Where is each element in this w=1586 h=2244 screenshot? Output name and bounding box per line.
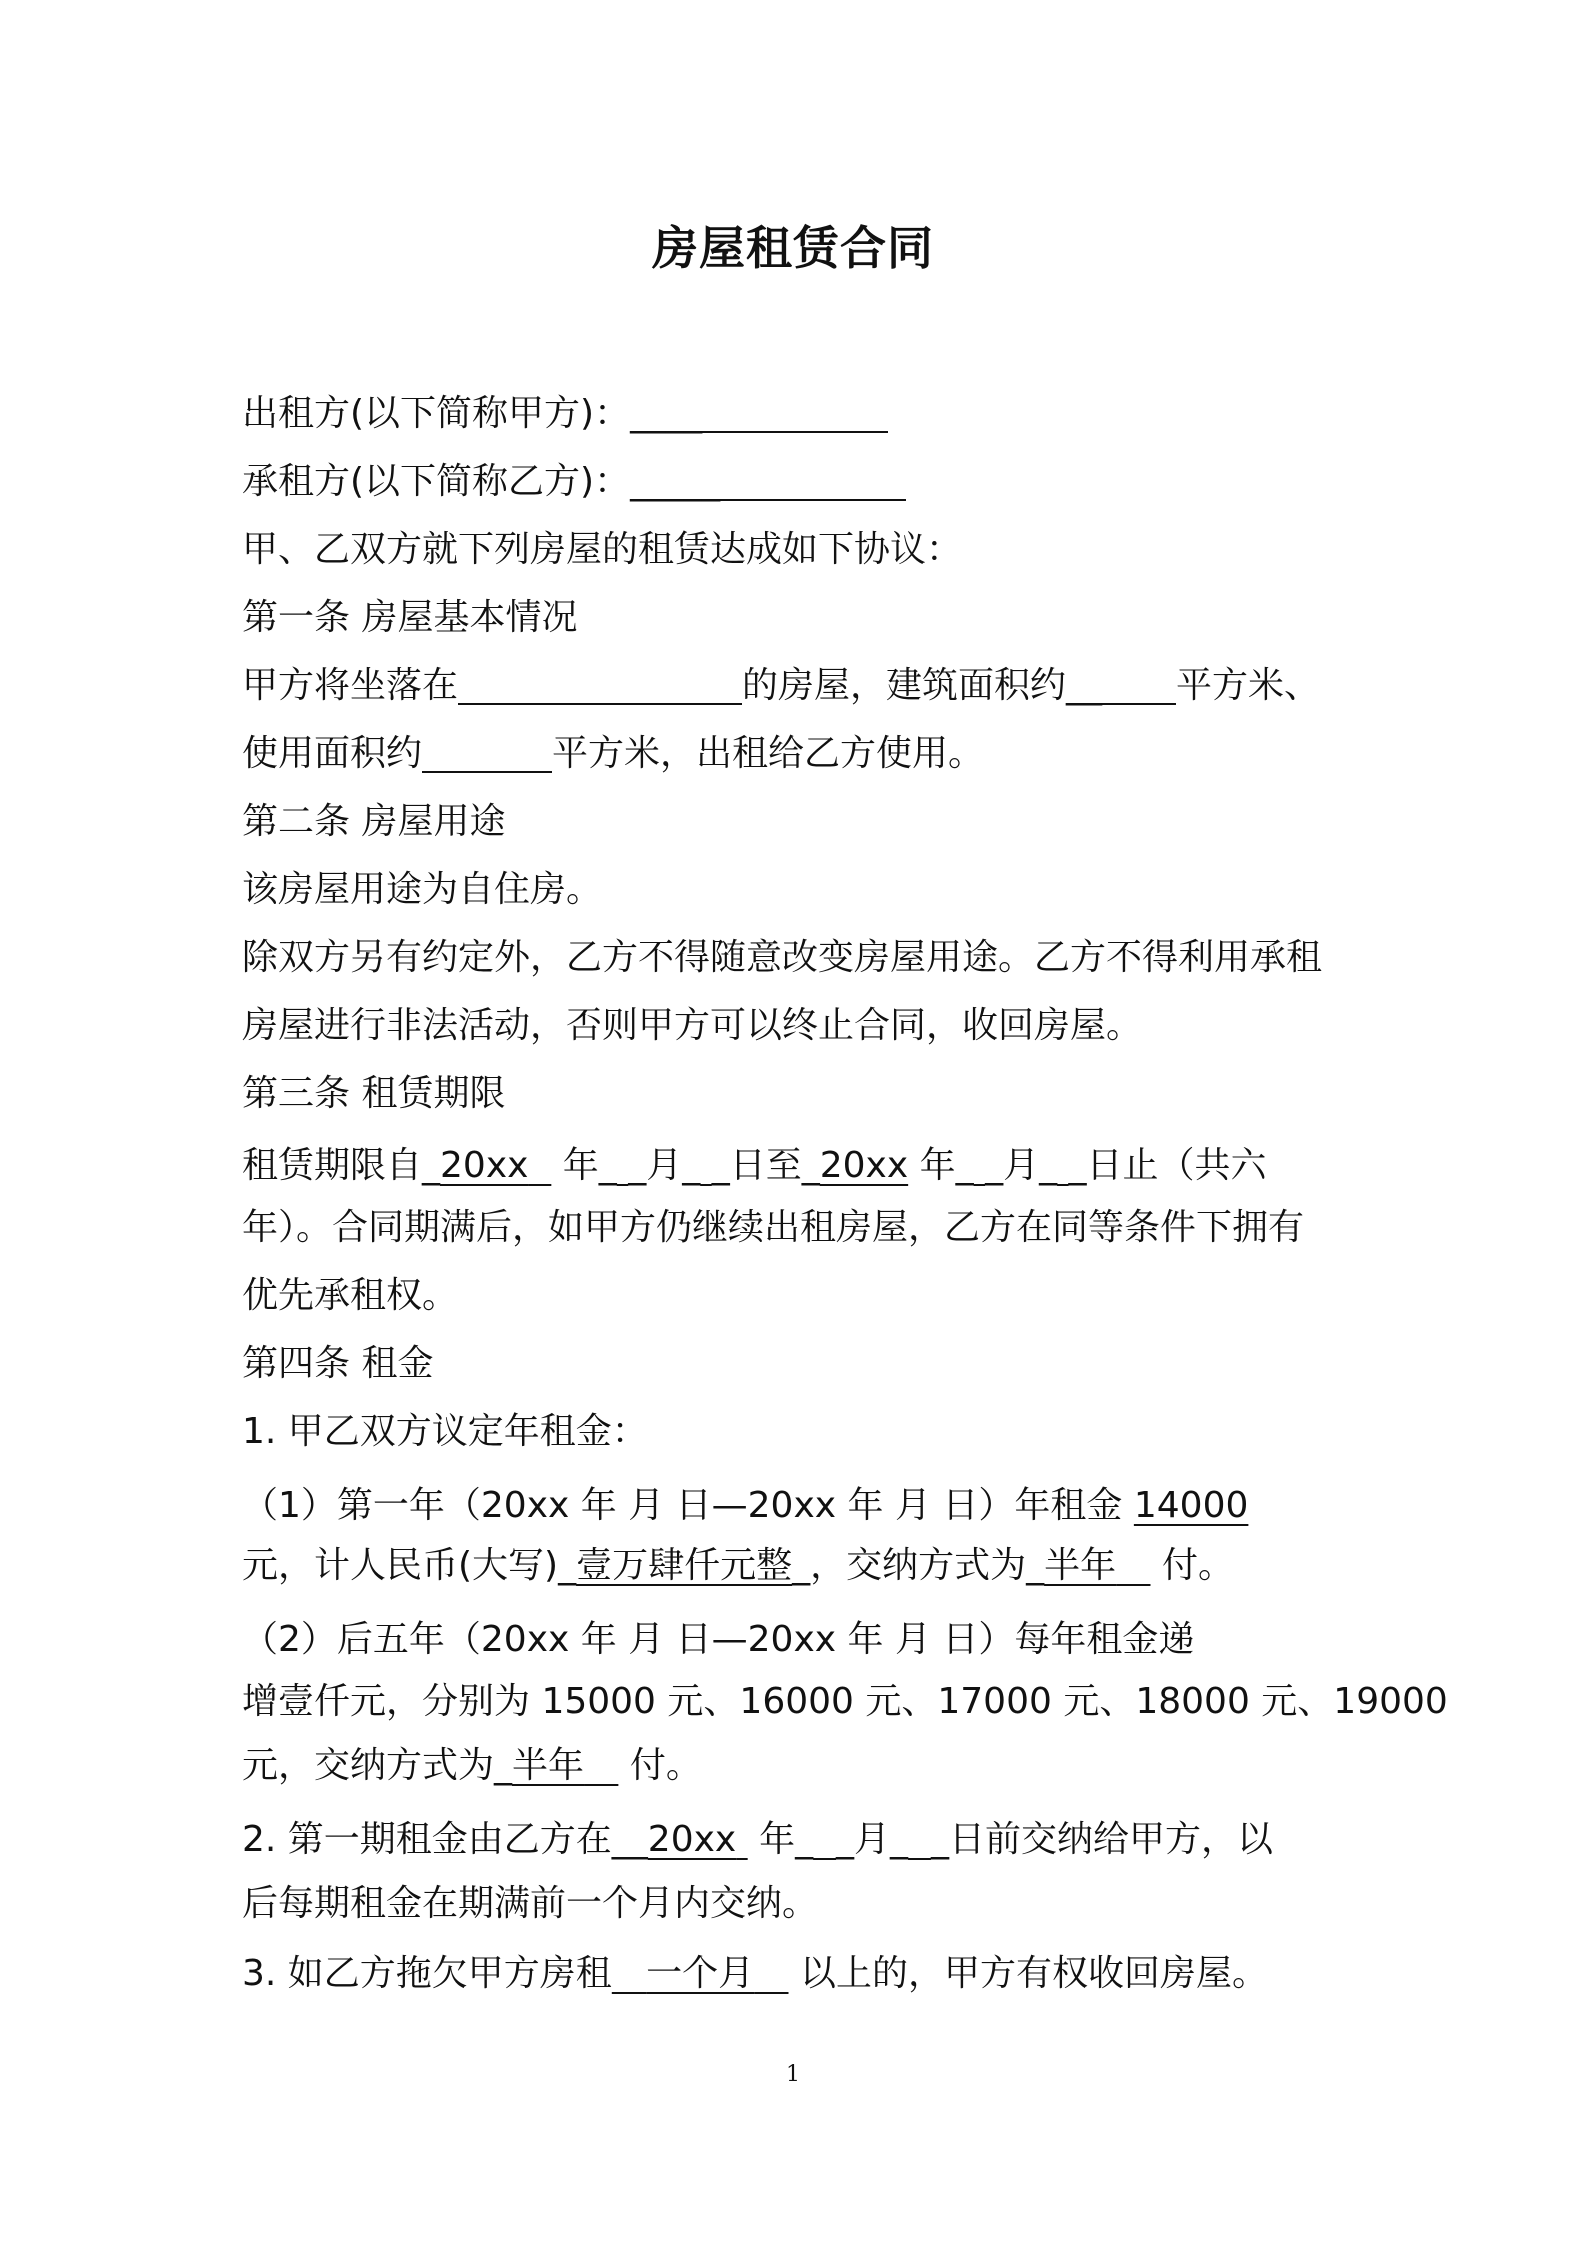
text-segment: 年 — [562, 1145, 599, 1186]
lessee-fill: _____ — [630, 461, 721, 502]
article4-item2-line2: 后每期租金在期满前一个月内交纳。 — [242, 1883, 819, 1924]
intro-text: 甲、乙双方就下列房屋的租赁达成如下协议： — [242, 529, 963, 570]
article3-line2: 年）。合同期满后，如甲方仍继续出租房屋，乙方在同等条件下拥有 — [242, 1207, 1305, 1248]
first-payment-year: 20xx — [647, 1819, 737, 1860]
usable-area-blank — [422, 737, 552, 773]
text-segment: 日至 — [729, 1145, 802, 1186]
text-segment: 甲方将坐落在 — [242, 665, 459, 706]
text-segment: 付。 — [629, 1745, 702, 1786]
text-segment: 月 — [646, 1145, 683, 1186]
article4-item2-line1: 2. 第一期租金由乙方在__20xx 年_ _月_ _日前交纳给甲方，以 — [242, 1819, 1273, 1860]
lessor-fill: ____ — [630, 393, 703, 434]
article2-p2-line2: 房屋进行非法活动，否则甲方可以终止合同，收回房屋。 — [242, 1005, 1143, 1046]
lessee-blank — [720, 465, 906, 501]
document-title: 房屋租赁合同 — [652, 221, 934, 275]
lessee-label: 承租方(以下简称乙方)： — [242, 461, 631, 502]
payment-method: 半年 — [1044, 1545, 1117, 1586]
text-segment: 日止（共六 — [1086, 1145, 1267, 1186]
article3-line3: 优先承租权。 — [242, 1275, 459, 1316]
area-fill: __ — [1066, 665, 1103, 706]
lessee-line — [242, 461, 906, 502]
article4-sub2-line1: （2）后五年（20xx 年 月 日—20xx 年 月 日）每年租金递 — [242, 1619, 1195, 1660]
first-year-rent: 14000 — [1133, 1485, 1249, 1526]
text-segment: 2. 第一期租金由乙方在 — [242, 1819, 612, 1860]
text-segment: 使用面积约 — [242, 733, 423, 774]
article3-line1: 租赁期限自_20xx 年_ _月_ _日至_20xx 年_ _月_ _日止（共六 — [242, 1145, 1267, 1186]
text-segment: 平方米，出租给乙方使用。 — [552, 733, 985, 774]
lessor-label: 出租方(以下简称甲方)： — [242, 393, 631, 434]
lessor-line — [242, 393, 888, 434]
lessor-blank — [702, 397, 888, 433]
text-segment: 日前交纳给甲方，以 — [948, 1819, 1273, 1860]
article4-item1: 1. 甲乙双方议定年租金： — [242, 1411, 648, 1452]
text-segment: 以上的，甲方有权收回房屋。 — [799, 1953, 1268, 1994]
article3-heading: 第三条 租赁期限 — [242, 1073, 506, 1114]
article2-p2-line1: 除双方另有约定外，乙方不得随意改变房屋用途。乙方不得利用承租 — [242, 937, 1323, 978]
text-segment: 月 — [1003, 1145, 1040, 1186]
end-year: 20xx — [819, 1145, 909, 1186]
article1-line2 — [242, 733, 985, 774]
text-segment: 付。 — [1161, 1545, 1234, 1586]
article4-item3 — [242, 1953, 1268, 1994]
text-segment: 的房屋，建筑面积约 — [742, 665, 1067, 706]
article1-heading: 第一条 房屋基本情况 — [242, 597, 578, 638]
text-segment: 月 — [854, 1819, 891, 1860]
rent-in-words: 壹万肆仟元整 — [576, 1545, 793, 1586]
location-blank — [458, 669, 742, 705]
article4-sub2-line3: 元，交纳方式为_半年 付。 — [242, 1745, 702, 1786]
text-segment: 3. 如乙方拖欠甲方房租 — [242, 1953, 612, 1994]
article4-sub2-line2: 增壹仟元，分别为 15000 元、16000 元、17000 元、18000 元、19000 — [242, 1681, 1448, 1722]
start-year: 20xx — [440, 1145, 529, 1186]
building-area-blank — [1102, 669, 1176, 705]
text-segment: 元，交纳方式为 — [242, 1745, 495, 1786]
page-number: 1 — [786, 2062, 800, 2087]
article4-sub1-line1 — [242, 1485, 1249, 1526]
text-segment: 平方米、 — [1176, 665, 1321, 706]
article4-heading: 第四条 租金 — [242, 1343, 434, 1384]
text-segment: 年 — [759, 1819, 796, 1860]
text-segment: ，交纳方式为 — [810, 1545, 1027, 1586]
payment-method: 半年 — [512, 1745, 585, 1786]
arrears-period: 一个月 — [646, 1953, 755, 1994]
article2-p1: 该房屋用途为自住房。 — [242, 869, 603, 910]
text-segment: （1）第一年（20xx 年 月 日—20xx 年 月 日）年租金 — [242, 1485, 1123, 1526]
article1-line1 — [242, 665, 1321, 706]
text-segment: 年 — [919, 1145, 956, 1186]
text-segment: 元，计人民币(大写) — [242, 1545, 559, 1586]
text-segment: 租赁期限自 — [242, 1145, 423, 1186]
article2-heading: 第二条 房屋用途 — [242, 801, 506, 842]
article4-sub1-line2: 元，计人民币(大写)_壹万肆仟元整_，交纳方式为_半年 付。 — [242, 1545, 1234, 1586]
